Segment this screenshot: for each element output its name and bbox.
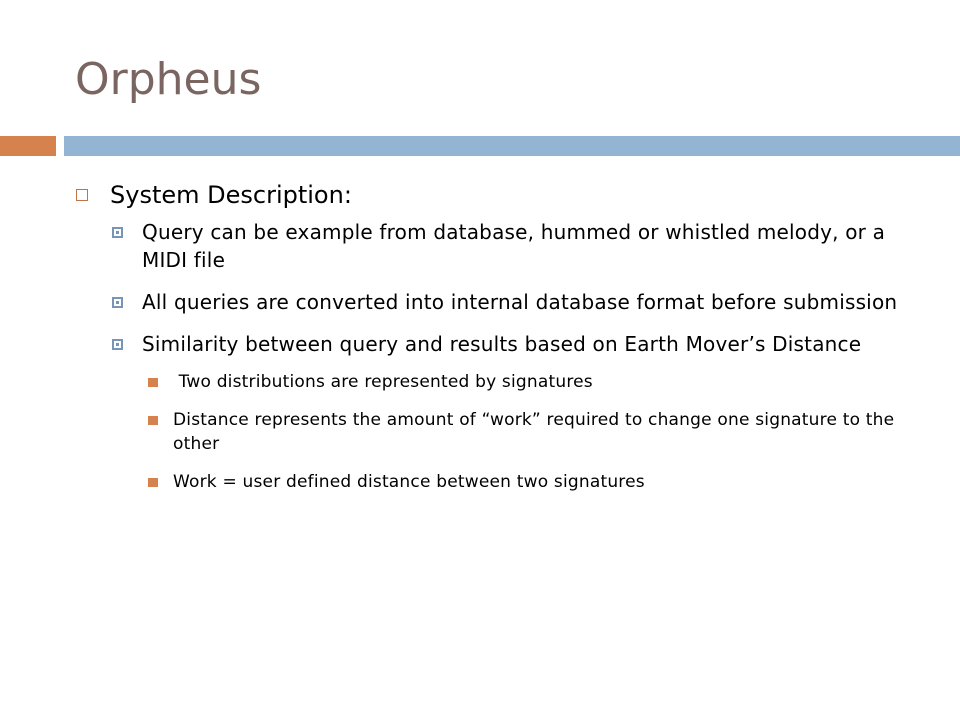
bullet-text: Distance represents the amount of “work” required to change one signature to the other — [173, 410, 895, 454]
bullet-text: Two distributions are represented by signatures — [173, 372, 593, 392]
bullet-text: System Description: — [110, 181, 352, 209]
framed-square-bullet-icon — [112, 227, 123, 238]
bullet-level2-item — [76, 330, 936, 358]
bullet-text: Similarity between query and results based on Earth Mover’s Distance — [142, 332, 862, 356]
slide-title: Orpheus — [75, 54, 262, 105]
bullet-text: Query can be example from database, hummed or whistled melody, or a MIDI file — [142, 220, 886, 272]
bullet-level3-item — [76, 408, 936, 456]
accent-bar-orange — [0, 136, 56, 156]
bullet-list — [76, 178, 936, 508]
filled-square-bullet-icon — [148, 478, 158, 487]
bullet-text: All queries are converted into internal database format before submission — [142, 290, 898, 314]
bullet-level3-item — [76, 370, 936, 394]
accent-bar-blue — [64, 136, 960, 156]
framed-square-bullet-icon — [112, 297, 123, 308]
bullet-text: Work = user defined distance between two signatures — [173, 472, 645, 492]
bullet-level1-item — [76, 178, 936, 212]
filled-square-bullet-icon — [148, 378, 158, 387]
bullet-level2-item — [76, 218, 936, 274]
bullet-level3-item — [76, 470, 936, 494]
filled-square-bullet-icon — [148, 416, 158, 425]
bullet-level2-item — [76, 288, 936, 316]
hollow-square-bullet-icon — [76, 189, 88, 201]
framed-square-bullet-icon — [112, 339, 123, 350]
